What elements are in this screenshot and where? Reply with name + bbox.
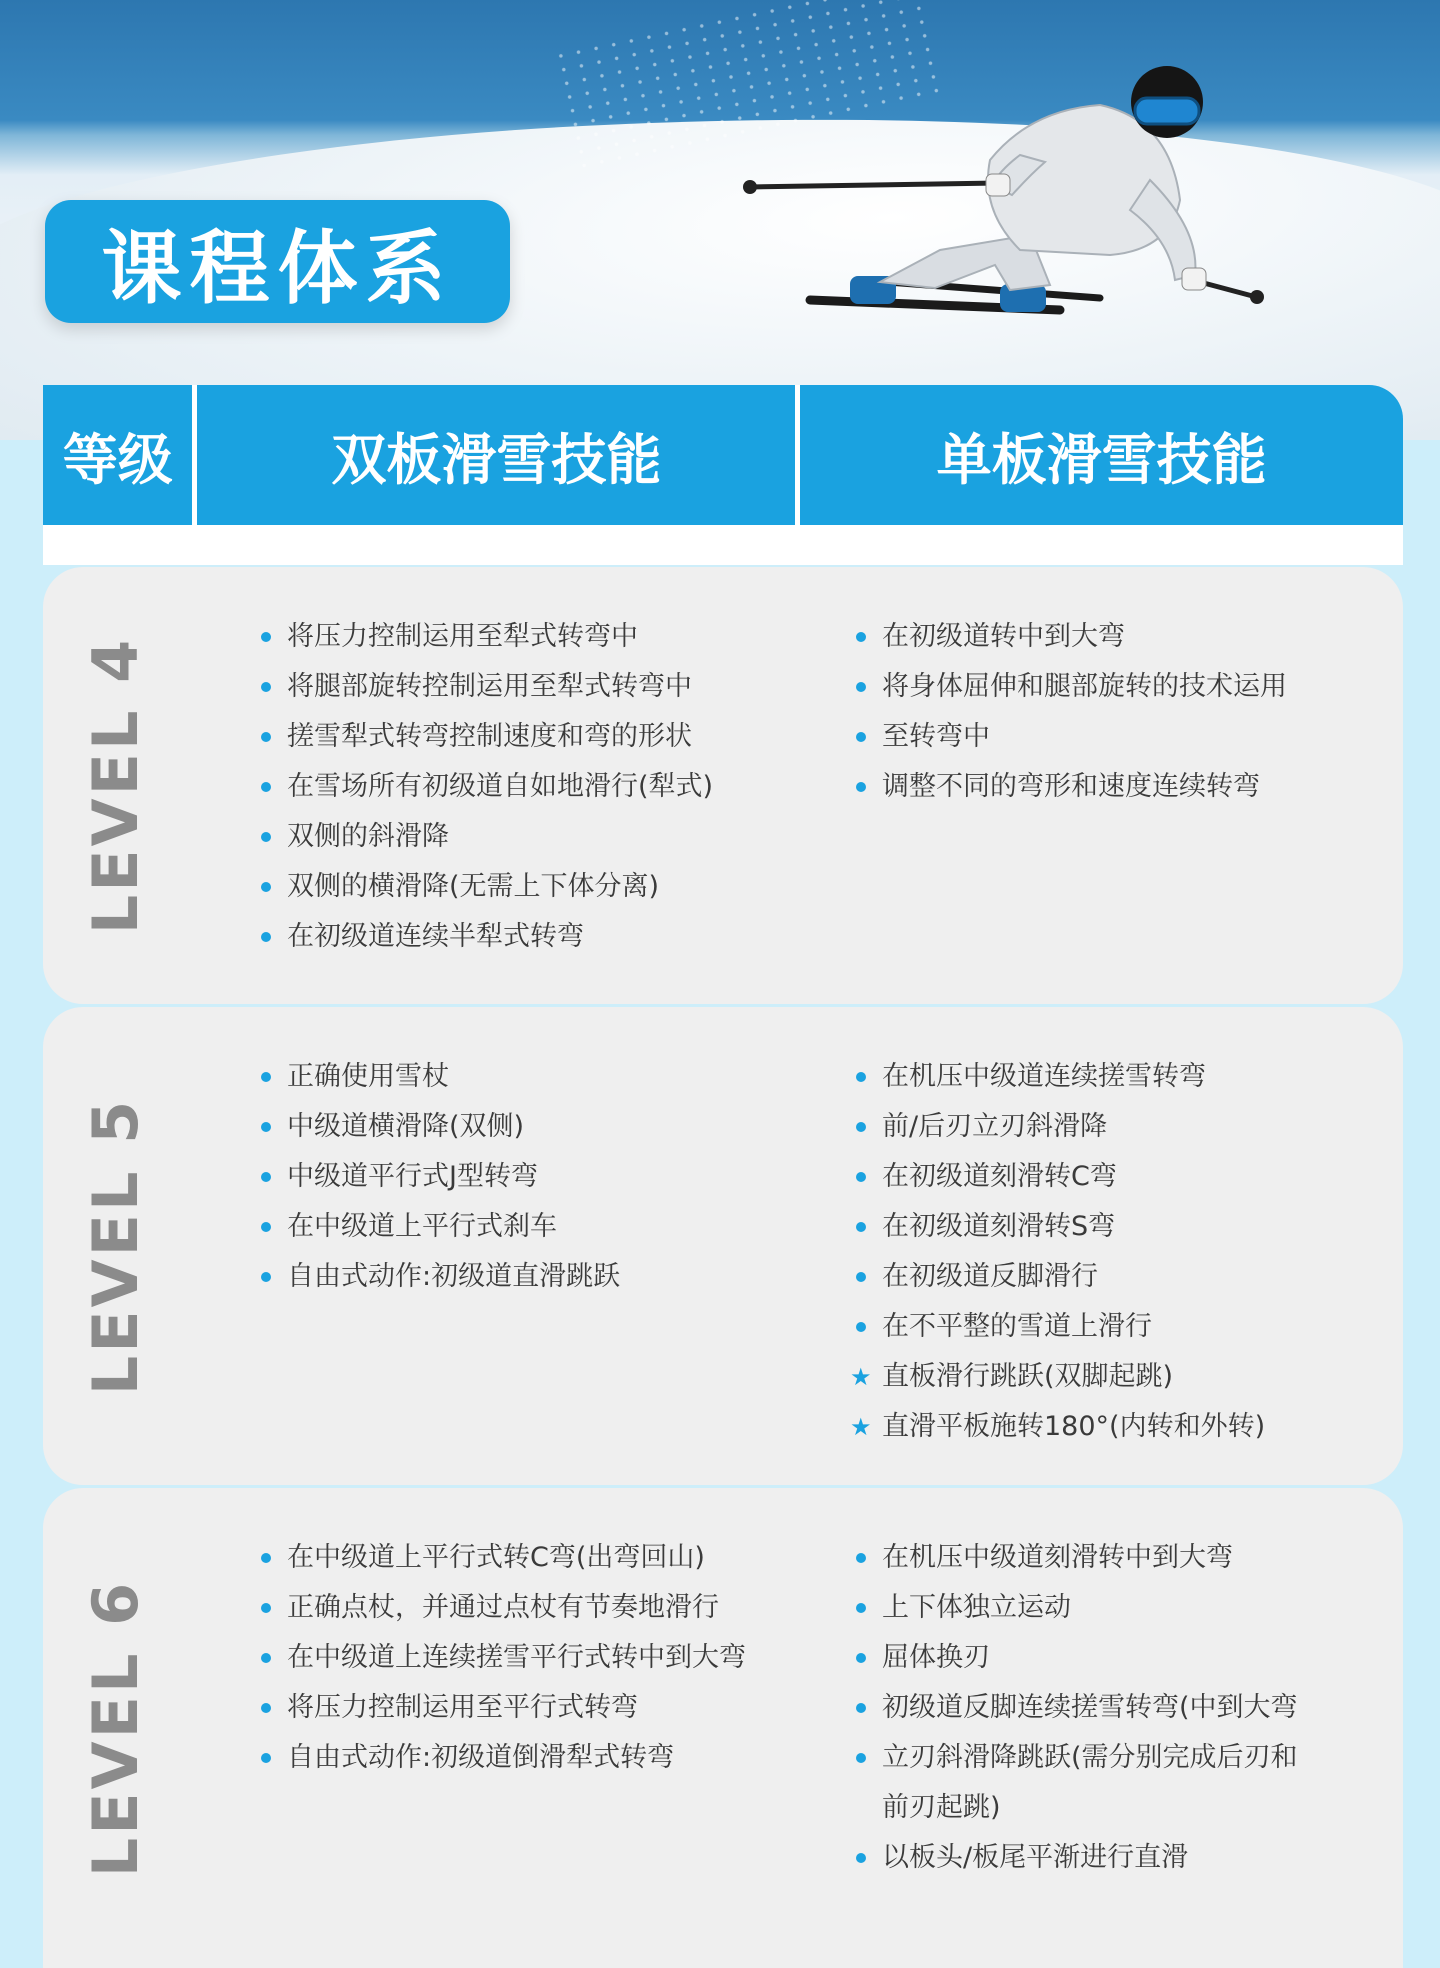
- bullet-dot-icon: [261, 1603, 271, 1613]
- skill-item: [255, 762, 713, 812]
- snowboard-skill-list: [850, 1533, 1312, 1883]
- skill-item: [850, 1252, 1265, 1302]
- snowboard-skill-list: [850, 1052, 1265, 1452]
- bullet-dot-icon: [261, 932, 271, 942]
- skill-item-text: 至转弯中: [882, 721, 990, 752]
- skill-item: [850, 1402, 1265, 1452]
- skill-item-text: 自由式动作:初级道直滑跳跃: [287, 1261, 621, 1292]
- bullet-dot-icon: [261, 1222, 271, 1232]
- bullet-dot-icon: [261, 632, 271, 642]
- skill-item: [255, 1152, 620, 1202]
- skill-item: [255, 1733, 746, 1783]
- level-label-5: LEVEL 5: [79, 1097, 153, 1395]
- skill-item: [850, 612, 1287, 662]
- skill-item: [850, 1102, 1265, 1152]
- level-card-4: [43, 567, 1403, 1004]
- skill-item: [850, 1733, 1312, 1833]
- skill-item: [255, 612, 713, 662]
- level-card-5: [43, 1007, 1403, 1485]
- skill-item-text: 在初级道刻滑转S弯: [882, 1211, 1116, 1242]
- skill-item: [850, 1683, 1312, 1733]
- bullet-dot-icon: [261, 1272, 271, 1282]
- bullet-dot-icon: [856, 1603, 866, 1613]
- skill-item-text: 在中级道上连续搓雪平行式转中到大弯: [287, 1642, 746, 1673]
- skill-item-text: 自由式动作:初级道倒滑犁式转弯: [287, 1742, 675, 1773]
- skill-item-text: 在初级道刻滑转C弯: [882, 1161, 1117, 1192]
- skill-item-text: 在初级道连续半犁式转弯: [287, 921, 584, 952]
- bullet-dot-icon: [261, 832, 271, 842]
- skill-item: [255, 812, 713, 862]
- skill-item-text: 立刃斜滑降跳跃(需分别完成后刃和前刃起跳): [882, 1742, 1298, 1823]
- skill-item: [850, 1052, 1265, 1102]
- skill-item-text: 中级道横滑降(双侧): [287, 1111, 525, 1142]
- skill-item: [850, 1633, 1312, 1683]
- bullet-dot-icon: [856, 732, 866, 742]
- skill-item-text: 上下体独立运动: [882, 1592, 1071, 1623]
- skill-item: [255, 1583, 746, 1633]
- skill-item: [255, 712, 713, 762]
- skill-item-text: 初级道反脚连续搓雪转弯(中到大弯: [882, 1692, 1298, 1723]
- skill-item-text: 在初级道转中到大弯: [882, 621, 1125, 652]
- skill-item-text: 在不平整的雪道上滑行: [882, 1311, 1152, 1342]
- level-card-6: [43, 1488, 1403, 1968]
- skill-item: [255, 862, 713, 912]
- bullet-dot-icon: [856, 1703, 866, 1713]
- skill-item: [850, 1583, 1312, 1633]
- header-snowboard-skills: 单板滑雪技能: [795, 385, 1403, 525]
- skill-item: [255, 1052, 620, 1102]
- bullet-dot-icon: [856, 782, 866, 792]
- skill-item-text: 在中级道上平行式转C弯(出弯回山): [287, 1542, 705, 1573]
- skill-item-text: 正确使用雪杖: [287, 1061, 449, 1092]
- skill-item-text: 在雪场所有初级道自如地滑行(犁式): [287, 771, 714, 802]
- bullet-dot-icon: [856, 1122, 866, 1132]
- skill-item: [255, 1633, 746, 1683]
- skier-illustration: [730, 50, 1270, 340]
- bullet-dot-icon: [261, 1122, 271, 1132]
- star-icon: ★: [850, 1413, 872, 1441]
- bullet-dot-icon: [856, 1272, 866, 1282]
- bullet-dot-icon: [261, 1072, 271, 1082]
- bullet-dot-icon: [856, 1653, 866, 1663]
- level-label-6: LEVEL 6: [79, 1579, 153, 1877]
- skill-item-text: 在机压中级道刻滑转中到大弯: [882, 1542, 1233, 1573]
- skill-item-text: 调整不同的弯形和速度连续转弯: [882, 771, 1260, 802]
- skill-item-text: 正确点杖，并通过点杖有节奏地滑行: [287, 1592, 719, 1623]
- skill-item: [850, 1152, 1265, 1202]
- bullet-dot-icon: [261, 1753, 271, 1763]
- snowboard-skill-list: [850, 612, 1287, 812]
- skill-item-text: 在初级道反脚滑行: [882, 1261, 1098, 1292]
- skill-item-text: 双侧的斜滑降: [287, 821, 449, 852]
- skill-item-text: 搓雪犁式转弯控制速度和弯的形状: [287, 721, 692, 752]
- skill-item-text: 屈体换刃: [882, 1642, 990, 1673]
- skill-item: [850, 1302, 1265, 1352]
- bullet-dot-icon: [856, 1072, 866, 1082]
- bullet-dot-icon: [856, 682, 866, 692]
- skill-item: [255, 1252, 620, 1302]
- skill-item: [255, 1533, 746, 1583]
- skill-item-text: 以板头/板尾平渐进行直滑: [882, 1842, 1189, 1873]
- skill-item-text: 双侧的横滑降(无需上下体分离): [287, 871, 660, 902]
- bullet-dot-icon: [261, 882, 271, 892]
- skill-item: [850, 712, 1287, 762]
- skill-item: [850, 1533, 1312, 1583]
- skill-item-text: 在机压中级道连续搓雪转弯: [882, 1061, 1206, 1092]
- skill-item-text: 将腿部旋转控制运用至犁式转弯中: [287, 671, 692, 702]
- bullet-dot-icon: [261, 1653, 271, 1663]
- skill-item: [850, 1833, 1312, 1883]
- skill-item: [255, 662, 713, 712]
- skill-item-text: 将压力控制运用至平行式转弯: [287, 1692, 638, 1723]
- skill-item: [255, 1683, 746, 1733]
- ski-skill-list: [255, 1052, 620, 1302]
- skill-item: [850, 762, 1287, 812]
- header-level: 等级: [62, 427, 173, 492]
- bullet-dot-icon: [261, 1172, 271, 1182]
- skill-item-text: 中级道平行式J型转弯: [287, 1161, 538, 1192]
- skill-item: [850, 1202, 1265, 1252]
- table-header: [43, 385, 1403, 525]
- skill-item-text: 在中级道上平行式刹车: [287, 1211, 557, 1242]
- skill-item: [255, 1102, 620, 1152]
- bullet-dot-icon: [856, 1172, 866, 1182]
- bullet-dot-icon: [261, 732, 271, 742]
- page-title-badge: [45, 200, 510, 323]
- skill-item-text: 直滑平板施转180°(内转和外转): [882, 1411, 1266, 1442]
- bullet-dot-icon: [856, 632, 866, 642]
- skill-item-text: 将压力控制运用至犁式转弯中: [287, 621, 638, 652]
- bullet-dot-icon: [856, 1322, 866, 1332]
- bullet-dot-icon: [856, 1553, 866, 1563]
- skill-item-text: 前/后刃立刃斜滑降: [882, 1111, 1108, 1142]
- skill-item: [255, 912, 713, 962]
- level-label-4: LEVEL 4: [79, 636, 153, 935]
- skill-item-text: 直板滑行跳跃(双脚起跳): [882, 1361, 1174, 1392]
- skill-item-text: 将身体屈伸和腿部旋转的技术运用: [882, 671, 1287, 702]
- bullet-dot-icon: [856, 1222, 866, 1232]
- bullet-dot-icon: [261, 782, 271, 792]
- star-icon: ★: [850, 1363, 872, 1391]
- bullet-dot-icon: [856, 1753, 866, 1763]
- bullet-dot-icon: [261, 682, 271, 692]
- skill-item: [255, 1202, 620, 1252]
- bullet-dot-icon: [261, 1703, 271, 1713]
- ski-skill-list: [255, 612, 713, 962]
- page-title: 课程体系: [101, 222, 454, 315]
- bullet-dot-icon: [856, 1853, 866, 1863]
- header-ski-skills: 双板滑雪技能: [192, 385, 795, 525]
- bullet-dot-icon: [261, 1553, 271, 1563]
- hero-banner: [0, 0, 1440, 440]
- header-divider-strip: [43, 525, 1403, 565]
- ski-skill-list: [255, 1533, 746, 1783]
- skill-item: [850, 662, 1287, 712]
- skill-item: [850, 1352, 1265, 1402]
